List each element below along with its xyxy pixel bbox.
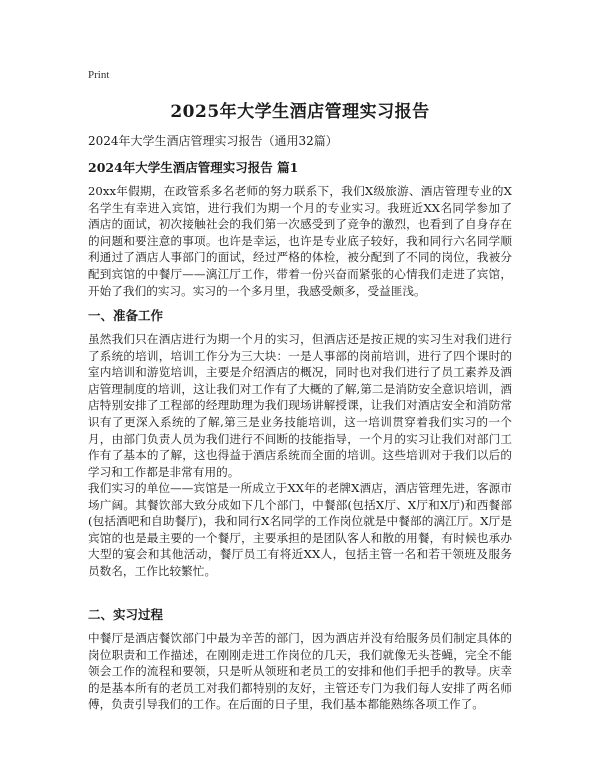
section-heading-preparation: 一、准备工作 [88, 308, 164, 323]
intro-paragraph: 20xx年假期，在政管系多名老师的努力联系下，我们X级旅游、酒店管理专业的X名学生有幸进入宾馆，进行我们为期一个月的专业实习。我班近XX名同学参加了酒店的面试，初次接触社会的我们第一次感受到了竞争的激烈，也看到了自身存在的问题和要注意的事项。也许是幸运，也许是专业底子较好，我和同行六名同学顺利通过了酒店人事部门的面试，经过严格的体检，被分配到了不同的岗位，我被分配到宾馆的中餐厅——漓江厅工作，带着一份兴奋而紧张的心情我们走进了宾馆，开始了我们的实习。实习的一个多月里，我感受颇多，受益匪浅。 [88, 184, 512, 298]
section-heading-process: 二、实习过程 [88, 607, 164, 622]
document-subtitle: 2024年大学生酒店管理实习报告（通用32篇） [88, 134, 338, 148]
preparation-paragraph-2: 我们实习的单位——宾馆是一所成立于XX年的老牌X酒店，酒店管理先进，客源市场广阔。其餐饮部大致分成如下几个部门，中餐部(包括X厅、X厅和X厅)和西餐部(包括酒吧和自助餐厅)，我和同行X名同学的工作岗位就是中餐部的漓江厅。X厅是宾馆的也是最主要的一个餐厅，主要承担的是团队客人和散的用餐，有时候也承办大型的宴会和其他活动，餐厅员工有将近XX人，包括主管一名和若干领班及服务员数名，工作比较繁忙。 [88, 481, 512, 578]
document-title: 2025年大学生酒店管理实习报告 [170, 102, 430, 122]
print-link[interactable]: Print [88, 69, 110, 81]
process-paragraph-1: 中餐厅是酒店餐饮部门中最为辛苦的部门，因为酒店并没有给服务员们制定具体的岗位职责和工作描述，在刚刚走进工作岗位的几天，我们就像无头苍蝇，完全不能领会工作的流程和要领，只是听从领班和老员工的安排和他们手把手的教导。庆幸的是基本所有的老员工对我们都特别的友好，主管还专门为我们每人安排了两名师傅，负责引导我们的工作。在后面的日子里，我们基本都能熟练各项工作了。 [88, 631, 512, 712]
preparation-paragraph-1: 虽然我们只在酒店进行为期一个月的实习，但酒店还是按正规的实习生对我们进行了系统的培训，培训工作分为三大块：一是人事部的岗前培训，进行了四个课时的室内培训和游览培训，主要是介绍酒店的概况，同时也对我们进行了员工素养及酒店管理制度的培训，这让我们对工作有了大概的了解,第二是消防安全意识培训，酒店特别安排了工程部的经理助理为我们现场讲解授课，让我们对酒店安全和消防常识有了更深入系统的了解,第三是业务技能培训，这一培训贯穿着我们实习的一个月，由部门负责人员为我们进行不间断的技能指导，一个月的实习让我们对部门工作有了基本的了解，这也得益于酒店系统而全面的培训。这些培训对于我们以后的学习和工作都是非常有用的。 [88, 332, 512, 479]
chapter-title: 2024年大学生酒店管理实习报告 篇1 [88, 160, 299, 175]
